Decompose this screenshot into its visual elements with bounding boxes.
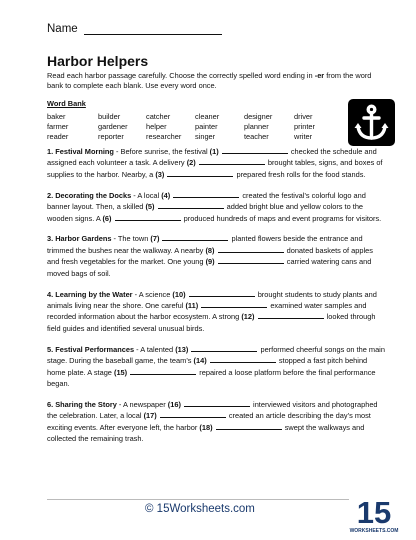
blank-number: (3) — [155, 169, 165, 179]
passage-text: repaired a loose platform before the final performance began. — [47, 367, 376, 388]
passage-heading: 1. Festival Morning — [47, 147, 114, 156]
passage-text: planted flowers beside the entrance and trimmed the bushes near the walkway. A nearby — [47, 234, 363, 255]
passage-text — [196, 158, 198, 167]
passages — [47, 146, 387, 454]
passage-text: added bright blue and yellow colors to the wooden signs. A — [47, 202, 364, 223]
passage — [47, 146, 387, 180]
passage-text: prepared fresh rolls for the food stands. — [234, 169, 366, 179]
answer-blank[interactable] — [167, 169, 233, 177]
word-bank-item: helper — [146, 122, 167, 131]
passage-heading: 5. Festival Performances — [47, 344, 135, 354]
passage-text — [198, 301, 200, 310]
passage-text: brought tables, signs, and boxes of supplies to the harbor. Nearby, a — [47, 158, 383, 179]
footer-divider — [47, 499, 349, 500]
blank-number: (17) — [143, 411, 157, 421]
passage-text: - A science — [132, 289, 173, 299]
name-label: Name — [47, 23, 78, 35]
passage-heading: 6. Sharing the Story — [47, 399, 117, 409]
answer-blank[interactable] — [160, 410, 226, 418]
word-bank-item: farmer — [47, 122, 69, 131]
answer-blank[interactable] — [189, 289, 255, 297]
passage-text — [188, 345, 190, 354]
blank-number: (6) — [102, 213, 112, 223]
passage-text — [219, 147, 221, 156]
answer-blank[interactable] — [258, 311, 324, 319]
answer-blank[interactable] — [173, 190, 239, 198]
answer-blank[interactable] — [191, 344, 257, 352]
passage-heading: 4. Learning by the Water — [47, 289, 133, 299]
passage-text — [127, 368, 129, 377]
passage-text — [254, 312, 256, 321]
passage-text — [207, 356, 209, 365]
answer-blank[interactable] — [115, 213, 181, 221]
passage-text: - A newspaper — [116, 399, 168, 409]
blank-number: (7) — [150, 234, 160, 244]
instructions-text-end: from the word bank to complete each blank. Use every word once. — [47, 71, 372, 90]
word-bank-item: reporter — [98, 132, 124, 141]
word-bank-item: planner — [244, 122, 269, 131]
passage-text: brought students to study plants and animals living near the shore. One careful — [47, 289, 377, 310]
anchor-icon — [348, 99, 395, 146]
footer-copyright: © 15Worksheets.com — [145, 503, 255, 515]
blank-number: (18) — [199, 422, 213, 432]
blank-number: (11) — [185, 300, 199, 310]
answer-blank[interactable] — [210, 355, 276, 363]
answer-blank[interactable] — [216, 422, 282, 430]
word-bank-item: singer — [195, 132, 216, 141]
passage-text: examined water samples and recorded information about the harbor ecosystem. A strong — [47, 300, 367, 322]
blank-number: (1) — [209, 147, 219, 156]
instructions — [47, 71, 372, 91]
passage-text: interviewed visitors and photographed the celebration. Later, a local — [47, 399, 378, 421]
blank-number: (8) — [205, 245, 215, 255]
passage-text: - A talented — [134, 344, 176, 354]
blank-number: (15) — [113, 367, 128, 377]
passage-text: created the festival’s colorful logo and banner layout. Then, a skilled — [47, 190, 366, 212]
name-input-line[interactable] — [84, 24, 222, 35]
blank-number: (16) — [167, 399, 181, 409]
word-bank-item: builder — [98, 112, 121, 121]
passage — [47, 233, 387, 279]
word-bank-item: driver — [294, 112, 313, 121]
logo-text: WORKSHEETS.COM — [349, 528, 399, 534]
passage-text — [186, 290, 188, 299]
word-bank-item: designer — [244, 112, 273, 121]
blank-number: (4) — [161, 190, 171, 200]
passage-text: - The town — [111, 234, 151, 244]
passage-text — [159, 234, 161, 243]
worksheets-logo — [349, 495, 399, 535]
passage-heading: 2. Decorating the Docks — [47, 190, 132, 200]
passage-text: - Before sunrise, the festival — [113, 147, 210, 156]
word-bank-item: printer — [294, 122, 315, 131]
answer-blank[interactable] — [158, 201, 224, 209]
passage-text: swept the walkways and collected the remaining trash. — [47, 422, 365, 444]
word-bank-item: reader — [47, 132, 69, 141]
answer-blank[interactable] — [130, 367, 196, 375]
blank-number: (5) — [145, 202, 155, 212]
passage — [47, 289, 387, 335]
answer-blank[interactable] — [199, 157, 265, 165]
passage-text — [155, 202, 157, 211]
word-bank-item: catcher — [146, 112, 171, 121]
passage-text — [112, 214, 114, 223]
passage-text: performed cheerful songs on the main stage. During the baseball game, the team’s — [47, 344, 385, 366]
passage-text — [181, 400, 183, 409]
word-bank-item: painter — [195, 122, 218, 131]
passage-text: carried watering cans and moved bags of soil. — [47, 257, 372, 278]
passage-text — [213, 423, 215, 432]
word-bank-item: gardener — [98, 122, 128, 131]
blank-number: (12) — [241, 312, 255, 322]
passage — [47, 399, 387, 445]
instructions-text-start: Read each harbor passage carefully. Choose the correctly spelled word ending in — [47, 71, 315, 80]
blank-number: (10) — [172, 289, 186, 299]
word-bank — [47, 112, 332, 141]
passage-text — [215, 257, 217, 266]
passage — [47, 190, 387, 224]
passage-heading: 3. Harbor Gardens — [47, 234, 112, 244]
passage — [47, 344, 387, 390]
passage-text: looked through field guides and identified several unusual birds. — [47, 312, 376, 333]
answer-blank[interactable] — [222, 146, 288, 154]
blank-number: (2) — [186, 158, 196, 168]
word-bank-title: Word Bank — [47, 99, 86, 108]
answer-blank[interactable] — [201, 300, 267, 308]
answer-blank[interactable] — [184, 399, 250, 407]
passage-text: stopped a fast pitch behind home plate. A stage — [47, 356, 368, 377]
instructions-suffix: -er — [314, 71, 325, 80]
passage-text: produced hundreds of maps and event programs for visitors. — [181, 213, 382, 223]
passage-text: checked the schedule and assigned each volunteer a task. A delivery — [47, 147, 377, 168]
answer-blank[interactable] — [218, 256, 284, 264]
blank-number: (14) — [193, 356, 207, 366]
blank-number: (13) — [175, 344, 189, 354]
blank-number: (9) — [205, 257, 215, 267]
word-bank-item: writer — [294, 132, 313, 141]
passage-text: - A local — [131, 190, 162, 200]
word-bank-item: researcher — [146, 132, 182, 141]
passage-text: created an article describing the day’s most exciting events. After everyone left, the harbor — [47, 411, 371, 432]
logo-number: 15 — [356, 495, 392, 530]
word-bank-item: baker — [47, 112, 66, 121]
passage-text — [164, 170, 166, 179]
word-bank-item: cleaner — [195, 112, 220, 121]
page-title: Harbor Helpers — [47, 53, 149, 69]
passage-text — [214, 246, 216, 255]
passage-text: donated baskets of apples and fresh vegetables for the market. One young — [47, 245, 373, 267]
passage-text — [170, 191, 172, 200]
answer-blank[interactable] — [218, 245, 284, 253]
passage-text — [157, 411, 159, 420]
answer-blank[interactable] — [162, 233, 228, 241]
word-bank-item: teacher — [244, 132, 269, 141]
name-row — [47, 23, 222, 35]
